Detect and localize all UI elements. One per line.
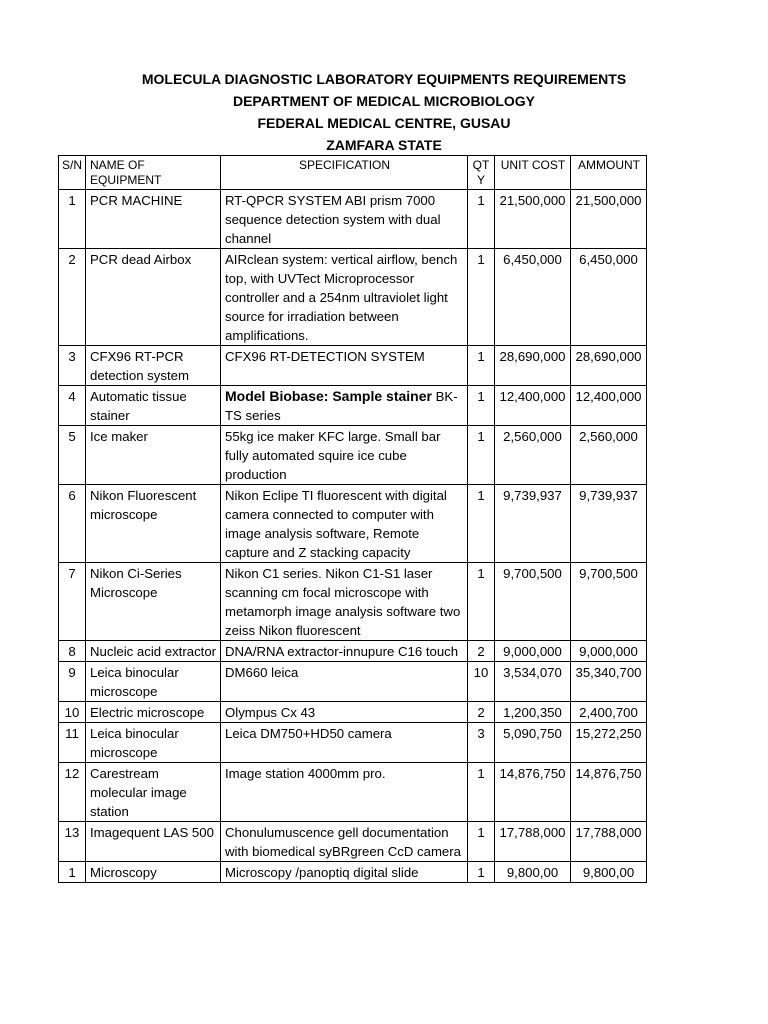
cell-equipment-name: Automatic tissue stainer <box>86 386 221 426</box>
cell-equipment-name: Carestream molecular image station <box>86 763 221 822</box>
cell-specification: 55kg ice maker KFC large. Small bar fully automated squire ice cube production <box>221 426 468 485</box>
spec-rest-text: BK-TS series <box>225 389 458 423</box>
cell-amount: 17,788,000 <box>571 822 647 862</box>
header-name: NAME OF EQUIPMENT <box>86 156 221 190</box>
cell-amount: 2,400,700 <box>571 702 647 723</box>
cell-unit-cost: 17,788,000 <box>495 822 571 862</box>
cell-specification: Nikon C1 series. Nikon C1-S1 laser scanning cm focal microscope with metamorph image analysis software two zeiss Nikon fluorescent <box>221 563 468 641</box>
cell-unit-cost: 28,690,000 <box>495 346 571 386</box>
cell-equipment-name: Nikon Fluorescent microscope <box>86 485 221 563</box>
cell-amount: 35,340,700 <box>571 662 647 702</box>
table-row <box>59 346 647 386</box>
cell-equipment-name: Imagequent LAS 500 <box>86 822 221 862</box>
table-row <box>59 485 647 563</box>
cell-equipment-name: CFX96 RT-PCR detection system <box>86 346 221 386</box>
cell-equipment-name: Nucleic acid extractor <box>86 641 221 662</box>
cell-unit-cost: 9,739,937 <box>495 485 571 563</box>
cell-quantity: 1 <box>468 485 495 563</box>
cell-equipment-name: PCR dead Airbox <box>86 249 221 346</box>
header-spec: SPECIFICATION <box>221 156 468 190</box>
cell-specification: Image station 4000mm pro. <box>221 763 468 822</box>
cell-unit-cost: 14,876,750 <box>495 763 571 822</box>
equipment-table <box>58 155 647 883</box>
cell-quantity: 3 <box>468 723 495 763</box>
cell-amount: 9,000,000 <box>571 641 647 662</box>
cell-amount: 9,739,937 <box>571 485 647 563</box>
cell-sn: 13 <box>59 822 86 862</box>
cell-sn: 7 <box>59 563 86 641</box>
cell-sn: 2 <box>59 249 86 346</box>
cell-equipment-name: Leica binocular microscope <box>86 662 221 702</box>
cell-specification: DNA/RNA extractor-innupure C16 touch <box>221 641 468 662</box>
cell-amount: 12,400,000 <box>571 386 647 426</box>
cell-equipment-name: PCR MACHINE <box>86 190 221 249</box>
spec-lead-text: Model Biobase: Sample stainer <box>225 388 432 404</box>
header-sn: S/N <box>59 156 86 190</box>
cell-specification: Leica DM750+HD50 camera <box>221 723 468 763</box>
table-row <box>59 249 647 346</box>
document-heading <box>0 68 768 156</box>
cell-sn: 9 <box>59 662 86 702</box>
cell-unit-cost: 3,534,070 <box>495 662 571 702</box>
cell-specification: AIRclean system: vertical airflow, bench top, with UVTect Microprocessor controller and a 254nm ultraviolet light source for irradiation between amplifications. <box>221 249 468 346</box>
cell-amount: 9,800,00 <box>571 862 647 883</box>
cell-specification: Microscopy /panoptiq digital slide <box>221 862 468 883</box>
cell-amount: 14,876,750 <box>571 763 647 822</box>
cell-sn: 12 <box>59 763 86 822</box>
heading-title: MOLECULA DIAGNOSTIC LABORATORY EQUIPMENTS REQUIREMENTS <box>141 71 627 87</box>
header-qty: QTY <box>468 156 495 190</box>
table-row <box>59 822 647 862</box>
table-row <box>59 723 647 763</box>
table-row <box>59 862 647 883</box>
cell-equipment-name: Leica binocular microscope <box>86 723 221 763</box>
cell-sn: 6 <box>59 485 86 563</box>
cell-sn: 8 <box>59 641 86 662</box>
cell-unit-cost: 5,090,750 <box>495 723 571 763</box>
cell-equipment-name: Electric microscope <box>86 702 221 723</box>
cell-equipment-name: Ice maker <box>86 426 221 485</box>
cell-quantity: 1 <box>468 190 495 249</box>
header-unit-cost: UNIT COST <box>495 156 571 190</box>
cell-sn: 1 <box>59 862 86 883</box>
cell-unit-cost: 9,800,00 <box>495 862 571 883</box>
cell-sn: 3 <box>59 346 86 386</box>
cell-unit-cost: 21,500,000 <box>495 190 571 249</box>
cell-quantity: 1 <box>468 862 495 883</box>
cell-quantity: 1 <box>468 822 495 862</box>
heading-institution: FEDERAL MEDICAL CENTRE, GUSAU <box>257 115 511 131</box>
cell-quantity: 1 <box>468 563 495 641</box>
table-row <box>59 641 647 662</box>
cell-amount: 28,690,000 <box>571 346 647 386</box>
cell-specification: CFX96 RT-DETECTION SYSTEM <box>221 346 468 386</box>
cell-sn: 4 <box>59 386 86 426</box>
cell-amount: 9,700,500 <box>571 563 647 641</box>
cell-quantity: 1 <box>468 249 495 346</box>
cell-specification: Chonulumuscence gell documentation with biomedical syBRgreen CcD camera <box>221 822 468 862</box>
table-row <box>59 662 647 702</box>
table-row <box>59 386 647 426</box>
cell-equipment-name: Nikon Ci-Series Microscope <box>86 563 221 641</box>
table-row <box>59 190 647 249</box>
cell-quantity: 1 <box>468 763 495 822</box>
heading-state: ZAMFARA STATE <box>326 137 442 153</box>
cell-amount: 6,450,000 <box>571 249 647 346</box>
cell-unit-cost: 12,400,000 <box>495 386 571 426</box>
cell-unit-cost: 6,450,000 <box>495 249 571 346</box>
cell-quantity: 2 <box>468 702 495 723</box>
cell-unit-cost: 9,000,000 <box>495 641 571 662</box>
cell-specification: Olympus Cx 43 <box>221 702 468 723</box>
cell-specification: Nikon Eclipe TI fluorescent with digital camera connected to computer with image analysis software, Remote capture and Z stacking capacity <box>221 485 468 563</box>
cell-quantity: 1 <box>468 346 495 386</box>
cell-sn: 11 <box>59 723 86 763</box>
cell-unit-cost: 2,560,000 <box>495 426 571 485</box>
table-row <box>59 702 647 723</box>
cell-quantity: 10 <box>468 662 495 702</box>
cell-specification: RT-QPCR SYSTEM ABI prism 7000 sequence detection system with dual channel <box>221 190 468 249</box>
cell-sn: 5 <box>59 426 86 485</box>
cell-quantity: 2 <box>468 641 495 662</box>
cell-amount: 2,560,000 <box>571 426 647 485</box>
cell-amount: 21,500,000 <box>571 190 647 249</box>
cell-sn: 1 <box>59 190 86 249</box>
cell-unit-cost: 9,700,500 <box>495 563 571 641</box>
table-header-row <box>59 156 647 190</box>
cell-specification <box>221 386 468 426</box>
cell-sn: 10 <box>59 702 86 723</box>
cell-quantity: 1 <box>468 386 495 426</box>
table-row <box>59 563 647 641</box>
cell-specification: DM660 leica <box>221 662 468 702</box>
header-amount: AMMOUNT <box>571 156 647 190</box>
cell-equipment-name: Microscopy <box>86 862 221 883</box>
table-row <box>59 763 647 822</box>
cell-quantity: 1 <box>468 426 495 485</box>
cell-amount: 15,272,250 <box>571 723 647 763</box>
heading-department: DEPARTMENT OF MEDICAL MICROBIOLOGY <box>232 93 536 109</box>
cell-unit-cost: 1,200,350 <box>495 702 571 723</box>
table-row <box>59 426 647 485</box>
